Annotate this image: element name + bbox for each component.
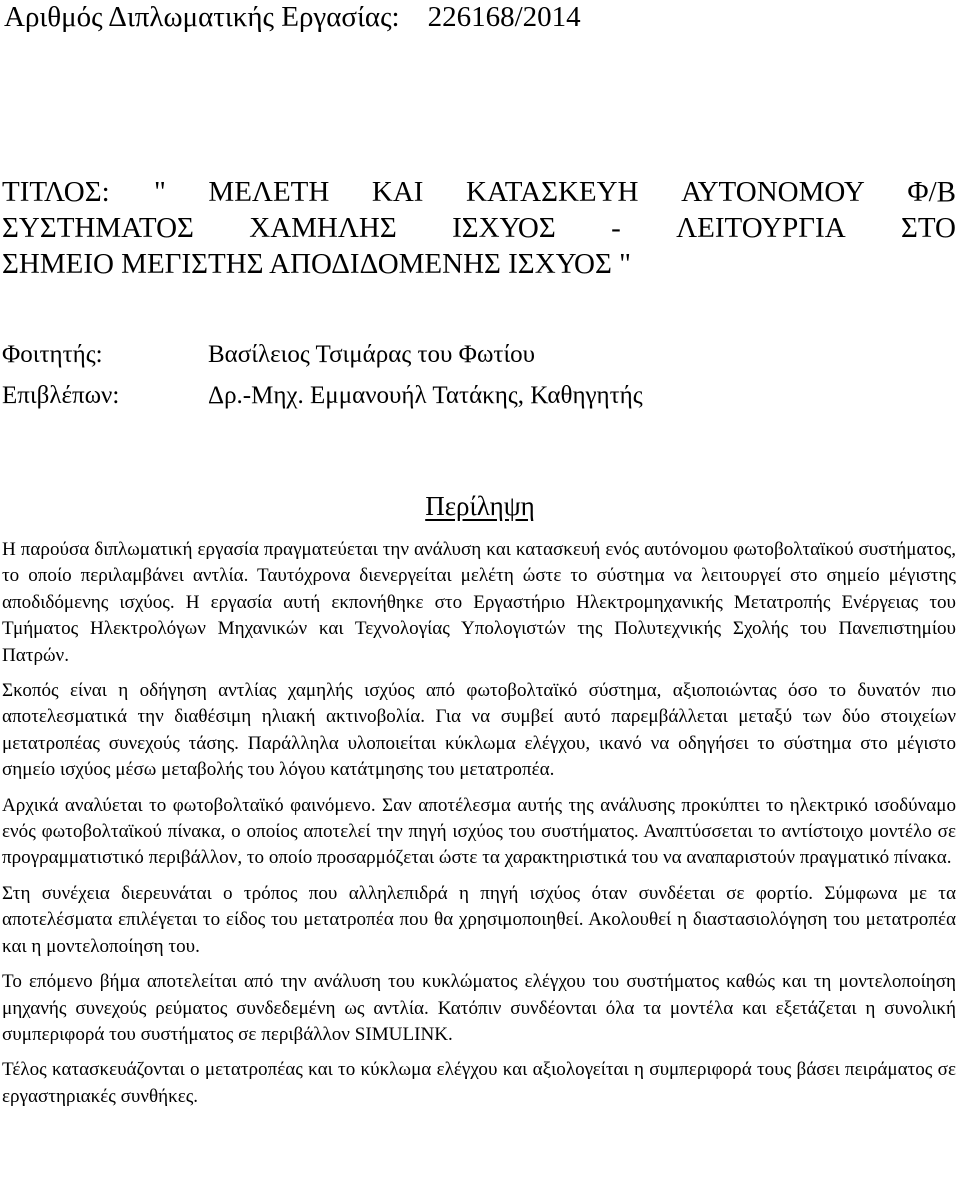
abstract-paragraph: Σκοπός είναι η οδήγηση αντλίας χαμηλής ισχύος από φωτοβολταϊκό σύστημα, αξιοποιώντας όσο το δυνατόν πιο αποτελεσματικά την διαθέσιμη ηλιακή ακτινοβολία. Για να συμβεί αυτό παρεμβάλλεται μεταξύ των δύο στοιχείων μετατροπέας συνεχούς τάσης. Παράλληλα υλοποιείται κύκλωμα ελέγχου, ικανό να οδηγήσει το σύστημα στο μέγιστο σημείο ισχύος μέσω μεταβολής του λόγου κατάτμησης του μετατροπέα. [2, 680, 956, 781]
title-word: ΚΑΤΑΣΚΕΥΗ [466, 176, 639, 208]
title-label: ΤΙΤΛΟΣ: [2, 176, 110, 208]
supervisor-row [2, 381, 643, 411]
thesis-title [2, 174, 956, 282]
title-line-2 [2, 210, 956, 246]
thesis-number-line [4, 0, 581, 34]
abstract-heading: Περίληψη [425, 491, 535, 521]
title-word: ΜΕΛΕΤΗ [208, 176, 330, 208]
title-word: " [154, 176, 166, 208]
student-row [2, 340, 535, 370]
abstract-paragraph: Η παρούσα διπλωματική εργασία πραγματεύεται την ανάλυση και κατασκευή ενός αυτόνομου φωτοβολταϊκού συστήματος, το οποίο περιλαμβάνει αντλία. Ταυτόχρονα διενεργείται μελέτη ώστε το σύστημα να λειτουργεί στο σημείο μέγιστης αποδιδόμενης ισχύος. Η εργασία αυτή εκπονήθηκε στο Εργαστήριο Ηλεκτρομηχανικής Μετατροπής Ενέργειας του Τμήματος Ηλεκτρολόγων Μηχανικών και Τεχνολογίας Υπολογιστών της Πολυτεχνικής Σχολής του Πανεπιστημίου Πατρών. [2, 539, 956, 666]
title-word: ΙΣΧΥΟΣ [452, 212, 556, 244]
thesis-number-value: 226168/2014 [427, 1, 581, 33]
title-word: ΛΕΙΤΟΥΡΓΙΑ [676, 212, 846, 244]
student-label: Φοιτητής: [2, 341, 103, 368]
title-word: ΧΑΜΗΛΗΣ [249, 212, 397, 244]
abstract-paragraph: Στη συνέχεια διερευνάται ο τρόπος που αλληλεπιδρά η πηγή ισχύος όταν συνδέεται σε φορτίο. Σύμφωνα με τα αποτελέσματα επιλέγεται το είδος του μετατροπέα που θα χρησιμοποιηθεί. Ακολουθεί η διαστασιολόγηση του μετατροπέα και η μοντελοποίηση του. [2, 882, 956, 957]
title-word: ΚΑΙ [371, 176, 424, 208]
student-name: Βασίλειος Τσιμάρας του Φωτίου [208, 341, 536, 368]
title-word: - [611, 212, 621, 244]
title-line-1 [154, 174, 956, 210]
abstract-paragraph: Αρχικά αναλύεται το φωτοβολταϊκό φαινόμενο. Σαν αποτέλεσμα αυτής της ανάλυσης προκύπτει το ηλεκτρικό ισοδύναμο ενός φωτοβολταϊκού πίνακα, ο οποίος αποτελεί την πηγή ισχύος του συστήματος. Αναπτύσσεται το αντίστοιχο μοντέλο σε προγραμματιστικό περιβάλλον, το οποίο προσαρμόζεται ώστε τα χαρακτηριστικά του να αναπαριστούν πραγματικό πίνακα. [2, 794, 956, 869]
thesis-number-label: Αριθμός Διπλωματικής Εργασίας: [4, 1, 400, 33]
title-word: Φ/Β [907, 176, 956, 208]
title-line-3: ΣΗΜΕΙΟ ΜΕΓΙΣΤΗΣ ΑΠΟΔΙΔΟΜΕΝΗΣ ΙΣΧΥΟΣ " [2, 248, 631, 280]
supervisor-label: Επιβλέπων: [2, 382, 120, 409]
abstract-body [2, 537, 956, 1119]
abstract-paragraph: Τέλος κατασκευάζονται ο μετατροπέας και το κύκλωμα ελέγχου και αξιολογείται η συμπεριφορά τους βάσει πειράματος σε εργαστηριακές συνθήκες. [2, 1059, 956, 1107]
abstract-paragraph: Το επόμενο βήμα αποτελείται από την ανάλυση του κυκλώματος ελέγχου του συστήματος καθώς και τη μοντελοποίηση μηχανής συνεχούς ρεύματος συνδεδεμένη ως αντλία. Κατόπιν συνδέονται όλα τα μοντέλα και εξετάζεται η συνολική συμπεριφορά του συστήματος σε περιβάλλον SIMULINK. [2, 971, 956, 1045]
title-word: ΑΥΤΟΝΟΜΟΥ [681, 176, 865, 208]
title-word: ΣΥΣΤΗΜΑΤΟΣ [2, 212, 194, 244]
supervisor-name: Δρ.-Μηχ. Εμμανουήλ Τατάκης, Καθηγητής [208, 382, 643, 409]
title-word: ΣΤΟ [900, 212, 956, 244]
